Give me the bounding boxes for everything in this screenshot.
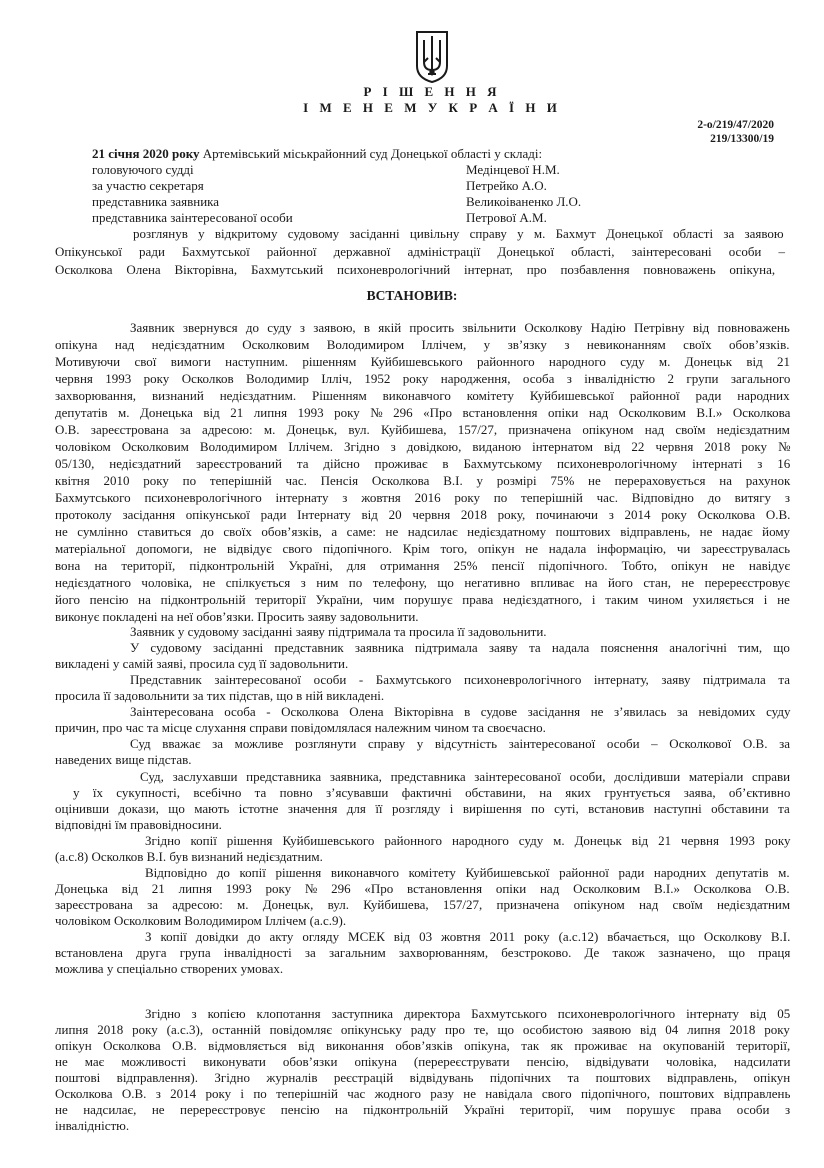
text-line: Бахмутського психоневрологічного інтернату з жовтня 2016 року по теперішній час. Відповідно до витягу з: [55, 490, 790, 505]
decision-subtitle: І М Е Н Е М У К Р А Ї Н И: [303, 100, 561, 115]
text-line: можлива у спеціально створених умовах.: [55, 961, 284, 976]
trident-emblem-icon: [414, 28, 450, 84]
text-line: Осколкова О.В. з 2014 року і по теперішній час жодного разу не навідала свого підопічного, поштових відправлень: [55, 1086, 791, 1101]
section-title: ВСТАНОВИВ:: [366, 288, 458, 303]
text-line: Опікунської ради Бахмутської районної державної адміністрації Донецької області, заінтересовані особи –: [55, 244, 785, 259]
text-line: причин, про час та місце слухання справи повідомлялася належним чином та своєчасно.: [55, 720, 546, 735]
text-line: відповідні їм правовідносини.: [55, 817, 222, 832]
text-line: Заінтересована особа - Осколкова Олена Вікторівна в судове засідання не з’явилась за невідомих суду: [130, 704, 791, 719]
decision-title: Р І Ш Е Н Н Я: [363, 84, 501, 99]
text-line: вона на території, підконтрольній Україні, для отримання 25% пенсії підопічного. Тобто, опікун не навідує: [55, 558, 791, 573]
role-label: представника заявника: [92, 194, 220, 209]
text-line: розглянув у відкритому судовому засіданні цивільну справу у м. Бахмут Донецької області за заявою: [133, 226, 784, 241]
text-line: депутатів м. Донецька від 21 липня 1993 року № 296 «Про встановлення опіки над Осколковим В.І.» Осколкова: [55, 405, 791, 420]
text-line: захворювання, визнаний недієздатним. Рішенням виконавчого комітету Куйбишевської районної ради народних: [55, 388, 790, 403]
case-numbers: [697, 118, 774, 146]
text-line: Заявник звернувся до суду з заявою, в якій просить звільнити Осколкову Надію Петрівну від повноважень: [130, 320, 790, 335]
role-label: представника заінтересованої особи: [92, 210, 293, 225]
text-line: опікуна над недієздатним Осколковим Володимиром Іллічем, у зв’язку з невиконанням своїх обов’язків.: [55, 337, 790, 352]
text-line: Представник заінтересованої особи - Бахмутського психоневрологічного інтернату, заяву підтримала та: [130, 672, 790, 687]
text-line: Суд вважає за можливе розглянути справу у відсутність заінтересованої особи – Осколкової О.В. за: [130, 736, 790, 751]
role-label: за участю секретаря: [92, 178, 204, 193]
text-line: не має можливості виконувати обов’язки опікуна (перереєструвати пенсію, відвідувати чоловіка, надсилати: [55, 1054, 791, 1069]
text-line: виконує покладені на неї обов’язки. Просить заяву задовольнити.: [55, 609, 419, 624]
person-name: Великоіваненко Л.О.: [466, 194, 582, 209]
composition-heading: [92, 146, 792, 162]
text-line: чоловіком Осколковим Володимиром Іллічем. Згідно з довідкою, виданою інтернатом від 22 червня 2018 року №: [55, 439, 791, 454]
text-line: встановлена друга група інвалідності за загальним захворюванням, безстроково. Де також зазначено, що праця: [55, 945, 791, 960]
text-line: З копії довідки до акту огляду МСЕК від 03 жовтня 2011 року (а.с.12) вбачається, що Осколкову В.І.: [145, 929, 791, 944]
decision-date: 21 січня 2020 року: [92, 146, 200, 161]
text-line: поштові відправлення). Згідно журналів реєстрацій відвідувань підопічних та поштових відправлень, опікун: [55, 1070, 791, 1085]
text-line: квітня 2010 року по теперішній час. Пенсія Осколкова В.І. у розмірі 75% не перераховується на рахунок: [55, 473, 791, 488]
text-line: недієздатного чоловіка, не спілкується з ним по телефону, що негативно впливає на його стан, не перереєстровує: [55, 575, 790, 590]
text-line: О.В. зареєстрована за адресою: м. Донецьк, вул. Куйбишева, 157/27, призначена опікуном над своїм недієздатним: [55, 422, 790, 437]
text-line: матеріальної допомоги, не відвідує свого підопічного. Крім того, опікун не надала інформацію, чи зареєструвалась: [55, 541, 791, 556]
person-name: Петрейко А.О.: [466, 178, 547, 193]
text-line: наведених вище підстав.: [55, 752, 192, 767]
composition-row: [92, 194, 792, 210]
court-composition: [92, 146, 792, 226]
role-label: головуючого судді: [92, 162, 194, 177]
text-line: Згідно копії рішення Куйбишевського районного народного суду м. Донецьк від 21 червня 1993 року: [145, 833, 791, 848]
text-line: його пенсію на підконтрольній території України, чим порушує права недієздатного, і таким чином ухиляється і не: [55, 592, 790, 607]
text-line: Осколкова Олена Вікторівна, Бахмутський психоневрологічний інтернат, про позбавлення повноважень опікуна,: [55, 262, 776, 277]
text-line: (а.с.8) Осколков В.І. був визнаний недієздатним.: [55, 849, 323, 864]
text-line: червня 1993 року Осколков Володимир Ілліч, 1952 року народження, особа з інвалідністю 2 групи загального: [55, 371, 791, 386]
text-line: не надсилає, не перереєстровує пенсію на підконтрольній Україні території, чим порушує права особи з: [55, 1102, 791, 1117]
composition-row: [92, 178, 792, 194]
court-name: Артемівський міськрайонний суд Донецької області у складі:: [199, 146, 543, 161]
text-line: липня 2018 року (а.с.3), останній повідомляє опікунську раду про те, що особистою заявою від 04 липня 2018 року: [55, 1022, 790, 1037]
text-line: опікун Осколкова О.В. відмовляється від виконання обов’язків опікуна, так як проживає на окупованій території,: [55, 1038, 791, 1053]
text-line: Мотивуючи свої вимоги наступним. рішенням Куйбишевського районного народного суду м. Донецьк від 21: [55, 354, 791, 369]
text-line: оцінивши докази, що мають істотне значення для її розгляду і вирішення по суті, встановив наступні обставини та: [55, 801, 790, 816]
text-line: Донецька від 21 липня 1993 року № 296 «Про встановлення опіки над Осколковим В.І.» Осколкова О.В.: [55, 881, 790, 896]
text-line: Відповідно до копії рішення виконавчого комітету Куйбишевської районної ради народних депутатів м.: [145, 865, 790, 880]
person-name: Медінцевої Н.М.: [466, 162, 560, 177]
text-line: У судовому засіданні представник заявника підтримала заяву та надала пояснення аналогічні тим, що: [130, 640, 790, 655]
text-line: Згідно з копією клопотання заступника директора Бахмутського психоневрологічного інтернату від 05: [145, 1006, 791, 1021]
text-line: Заявник у судовому засіданні заяву підтримала та просила її задовольнити.: [130, 624, 547, 639]
composition-row: [92, 210, 792, 226]
case-number-1: 2-о/219/47/2020: [697, 119, 774, 131]
text-line: зареєстрована за адресою: м. Донецьк, вул. Куйбишева, 157/27, призначена опікуном над своїм недієздатним: [55, 897, 791, 912]
person-name: Петрової А.М.: [466, 210, 547, 225]
text-line: не сумлінно ставиться до своїх обов’язків, а саме: не надсилає недієздатному поштових відправлень, не надає йому: [55, 524, 791, 539]
text-line: 05/130, недієздатний зареєстрований та дійсно проживає в Бахмутському психоневрологічному інтернаті з 16: [55, 456, 791, 471]
text-line: Суд, заслухавши представника заявника, представника заінтересованої особи, дослідивши матеріали справи: [140, 769, 791, 784]
text-line: викладені у самій заяві, просила суд її задовольнити.: [55, 656, 349, 671]
text-line: чоловіком Осколковим Володимиром Іллічем (а.с.9).: [55, 913, 347, 928]
case-number-2: 219/13300/19: [710, 133, 774, 145]
text-line: у їх сукупності, всебічно та повно з’ясувавши фактичні обставини, на яких грунтується заява, об’єктивно: [73, 785, 791, 800]
text-line: просила її задовольнити за тих підстав, що в ній викладені.: [55, 688, 385, 703]
composition-row: [92, 162, 792, 178]
text-line: інвалідністю.: [55, 1118, 130, 1133]
text-line: протоколу засідання опікунської ради Інтернату від 20 червня 2018 року, починаючи з 2014 року Осколкова О.В.: [55, 507, 791, 522]
